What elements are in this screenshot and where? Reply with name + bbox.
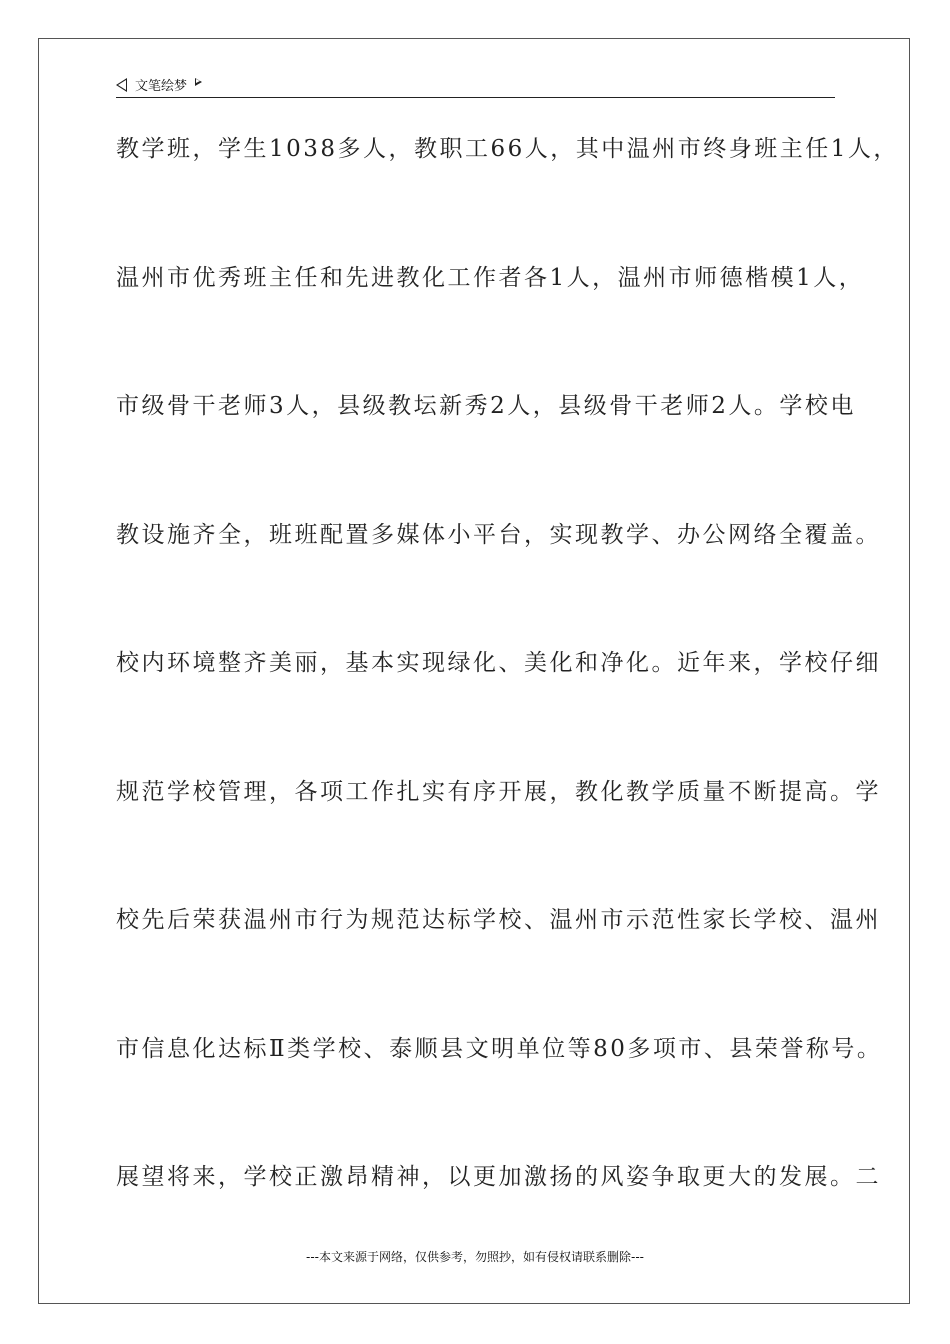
body-line: 展望将来，学校正激昂精神，以更加激扬的风姿争取更大的发展。二 xyxy=(116,1164,881,1190)
body-line: 教设施齐全，班班配置多媒体小平台，实现教学、办公网络全覆盖。 xyxy=(116,521,881,548)
body-line: 校先后荣获温州市行为规范达标学校、温州市示范性家长学校、温州 xyxy=(116,907,881,933)
triangle-right-icon xyxy=(195,78,202,86)
body-line: 温州市优秀班主任和先进教化工作者各1人，温州市师德楷模1人， xyxy=(116,264,865,291)
body-line: 教学班，学生1038多人，教职工66人，其中温州市终身班主任1人， xyxy=(116,136,899,162)
document-header xyxy=(116,72,835,98)
body-line: 市级骨干老师3人，县级教坛新秀2人，县级骨干老师2人。学校电 xyxy=(116,393,856,419)
document-body xyxy=(116,126,899,1283)
header-title: 文笔绘梦 xyxy=(135,79,188,94)
body-line: 市信息化达标Ⅱ类学校、泰顺县文明单位等80多项市、县荣誉称号。 xyxy=(116,1035,883,1062)
body-line: 校内环境整齐美丽，基本实现绿化、美化和净化。近年来，学校仔细 xyxy=(116,650,881,676)
triangle-left-icon xyxy=(116,78,127,92)
body-line: 规范学校管理，各项工作扎实有序开展，教化教学质量不断提高。学 xyxy=(116,778,881,805)
footer-disclaimer: ---本文来源于网络，仅供参考，勿照抄，如有侵权请联系删除--- xyxy=(306,1250,644,1264)
